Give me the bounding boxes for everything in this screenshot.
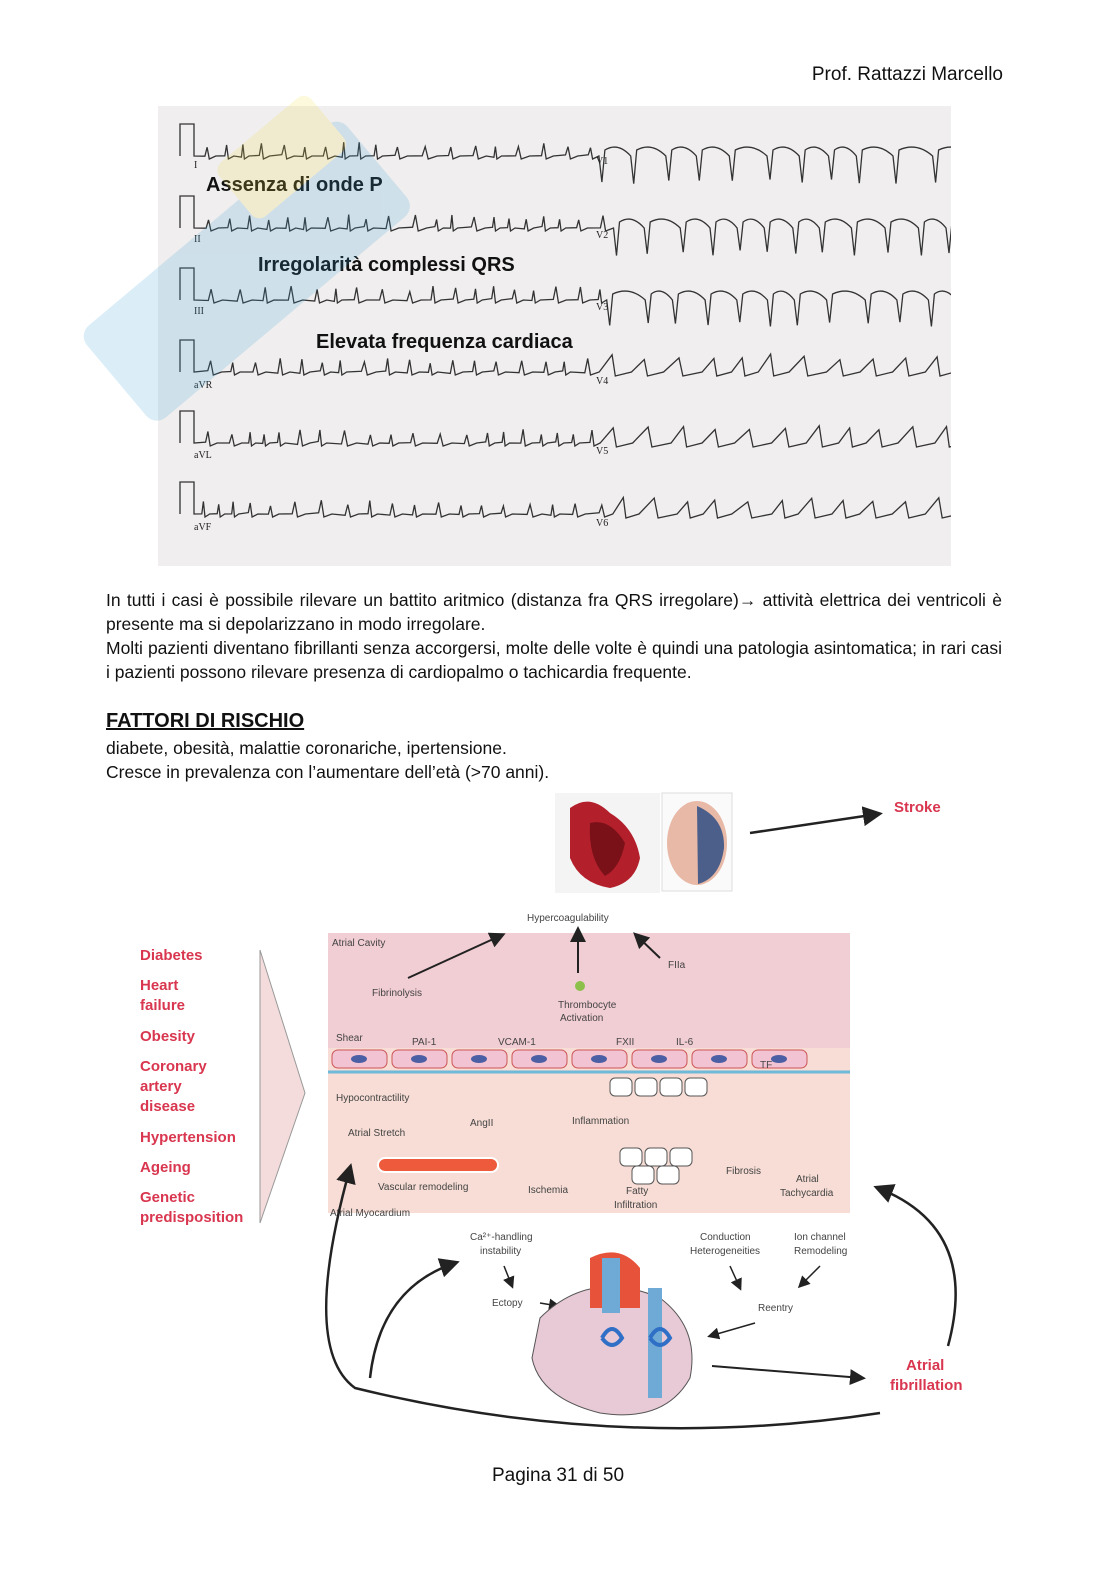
ischemia-label: Ischemia bbox=[528, 1185, 569, 1196]
atrial-cavity-label: Atrial Cavity bbox=[332, 938, 386, 949]
atrial-stretch-label: Atrial Stretch bbox=[348, 1128, 406, 1139]
ecg-annotation-p-waves: Assenza di onde P bbox=[206, 174, 383, 196]
paragraph-asymptomatic: Molti pazienti diventano fibrillanti senza accorgersi, molte delle volte è quindi una patologia asintomatica; in rari casi i pazienti possono rilevare presenza di cardiopalmo o tachicardia frequente. bbox=[106, 638, 1002, 682]
heart-diagram-icon bbox=[532, 1252, 692, 1414]
fat-cell bbox=[632, 1166, 654, 1184]
ecg-lead-avl: aVL bbox=[194, 450, 212, 461]
ecg-lead-v6: V6 bbox=[596, 518, 609, 529]
prevalence-note: Cresce in prevalenza con l’aumentare dell’età (>70 anni). bbox=[106, 762, 550, 782]
conduction-label-2: Heterogeneities bbox=[690, 1246, 761, 1257]
page-footer-number: Pagina 31 di 50 bbox=[491, 1465, 625, 1486]
risk-factors-list: diabete, obesità, malattie coronariche, ipertensione. bbox=[106, 738, 507, 758]
fat-cell bbox=[645, 1148, 667, 1166]
shear-label: Shear bbox=[336, 1033, 363, 1044]
ecg-trace-svg bbox=[158, 106, 951, 566]
fat-cell bbox=[685, 1078, 707, 1096]
ecg-lead-v4: V4 bbox=[596, 376, 609, 387]
ecg-lead-v3: V3 bbox=[596, 302, 609, 313]
fat-cell bbox=[620, 1148, 642, 1166]
page-header-author: Prof. Rattazzi Marcello bbox=[811, 64, 1003, 85]
risk-factor-item: Coronary bbox=[140, 1058, 207, 1075]
ecg-lead-trace bbox=[180, 268, 951, 326]
fibrosis-label: Fibrosis bbox=[726, 1166, 762, 1177]
atrial-tachy-label-2: Tachycardia bbox=[780, 1188, 834, 1199]
cell-nucleus bbox=[411, 1055, 427, 1063]
ion-channel-label-1: Ion channel bbox=[794, 1232, 846, 1243]
ectopy-label: Ectopy bbox=[492, 1298, 523, 1309]
paragraph-arrhythmia: In tutti i casi è possibile rilevare un battito aritmico (distanza fra QRS irregolare)→ attività elettrica dei ventricoli è presente ma si depolarizzano in modo irregolare. bbox=[106, 590, 1002, 634]
risk-factor-item: failure bbox=[140, 997, 186, 1014]
cell-nucleus bbox=[711, 1055, 727, 1063]
atrial-fibrillation-label-2: fibrillation bbox=[890, 1377, 963, 1394]
ecg-figure bbox=[158, 106, 951, 566]
ecg-lead-avr: aVR bbox=[194, 380, 213, 391]
ion-channel-label-2: Remodeling bbox=[794, 1246, 848, 1257]
inflammation-label: Inflammation bbox=[572, 1116, 630, 1127]
fibrinolysis-label: Fibrinolysis bbox=[372, 988, 423, 999]
section-title-risk-factors: FATTORI DI RISCHIO bbox=[106, 710, 305, 732]
tf-label: TF bbox=[760, 1060, 773, 1071]
atrial-myocardium-label: Atrial Myocardium bbox=[330, 1208, 411, 1219]
ecg-lead-v5: V5 bbox=[596, 446, 609, 457]
risk-factor-item: Ageing bbox=[140, 1159, 191, 1176]
cell-nucleus bbox=[771, 1055, 787, 1063]
risk-factor-item: Genetic bbox=[140, 1189, 196, 1206]
thrombocyte-label-1: Thrombocyte bbox=[558, 1000, 617, 1011]
reentry-label: Reentry bbox=[758, 1303, 794, 1314]
vcam-label: VCAM-1 bbox=[498, 1037, 536, 1048]
atrial-fibrillation-label-1: Atrial bbox=[906, 1357, 945, 1374]
ecg-lead-trace bbox=[180, 482, 951, 518]
angii-label: AngII bbox=[470, 1118, 494, 1129]
vascular-remodeling-label: Vascular remodeling bbox=[378, 1182, 469, 1193]
cell-nucleus bbox=[471, 1055, 487, 1063]
conduction-label-1: Conduction bbox=[700, 1232, 751, 1243]
cell-nucleus bbox=[651, 1055, 667, 1063]
risk-factor-item: disease bbox=[140, 1098, 196, 1115]
fat-cell bbox=[635, 1078, 657, 1096]
ca-handling-label-2: instability bbox=[480, 1246, 522, 1257]
fat-cell bbox=[610, 1078, 632, 1096]
cell-nucleus bbox=[351, 1055, 367, 1063]
ecg-annotation-qrs: Irregolarità complessi QRS bbox=[258, 254, 515, 276]
fatty-label-1: Fatty bbox=[626, 1186, 649, 1197]
atrial-tachy-label-1: Atrial bbox=[796, 1174, 819, 1185]
cell-nucleus bbox=[531, 1055, 547, 1063]
hypercoagulability-label: Hypercoagulability bbox=[527, 913, 609, 924]
ecg-lead-avf: aVF bbox=[194, 522, 212, 533]
ecg-lead-v1: V1 bbox=[596, 156, 609, 167]
ecg-lead-iii: III bbox=[194, 306, 204, 317]
ca-handling-label-1: Ca²⁺-handling bbox=[470, 1232, 533, 1243]
ecg-annotation-heart-rate: Elevata frequenza cardiaca bbox=[316, 331, 573, 353]
ecg-lead-i: I bbox=[194, 160, 198, 171]
risk-factor-item: Diabetes bbox=[140, 947, 203, 964]
fat-cell bbox=[657, 1166, 679, 1184]
ecg-lead-ii: II bbox=[194, 234, 201, 245]
fiia-label: FIIa bbox=[668, 960, 686, 971]
heart-thrombus-image-icon bbox=[555, 793, 660, 893]
il6-label: IL-6 bbox=[676, 1037, 694, 1048]
stroke-label: Stroke bbox=[894, 799, 941, 816]
fat-cell bbox=[660, 1078, 682, 1096]
ecg-lead-v2: V2 bbox=[596, 230, 609, 241]
pai-label: PAI-1 bbox=[412, 1037, 437, 1048]
risk-factor-item: predisposition bbox=[140, 1209, 244, 1226]
af-pathophysiology-figure bbox=[120, 788, 1000, 1438]
risk-factor-item: Obesity bbox=[140, 1028, 196, 1045]
brain-stroke-image-icon bbox=[662, 793, 732, 891]
fat-cell bbox=[670, 1148, 692, 1166]
ecg-lead-trace bbox=[180, 411, 951, 447]
fatty-label-2: Infiltration bbox=[614, 1200, 658, 1211]
thrombocyte-label-2: Activation bbox=[560, 1013, 604, 1024]
risk-factor-item: Heart bbox=[140, 977, 179, 994]
fxii-label: FXII bbox=[616, 1037, 635, 1048]
hypocontractility-label: Hypocontractility bbox=[336, 1093, 410, 1104]
cell-nucleus bbox=[591, 1055, 607, 1063]
risk-factor-item: Hypertension bbox=[140, 1129, 236, 1146]
risk-factor-item: artery bbox=[140, 1078, 182, 1095]
ecg-lead-trace bbox=[180, 196, 951, 256]
